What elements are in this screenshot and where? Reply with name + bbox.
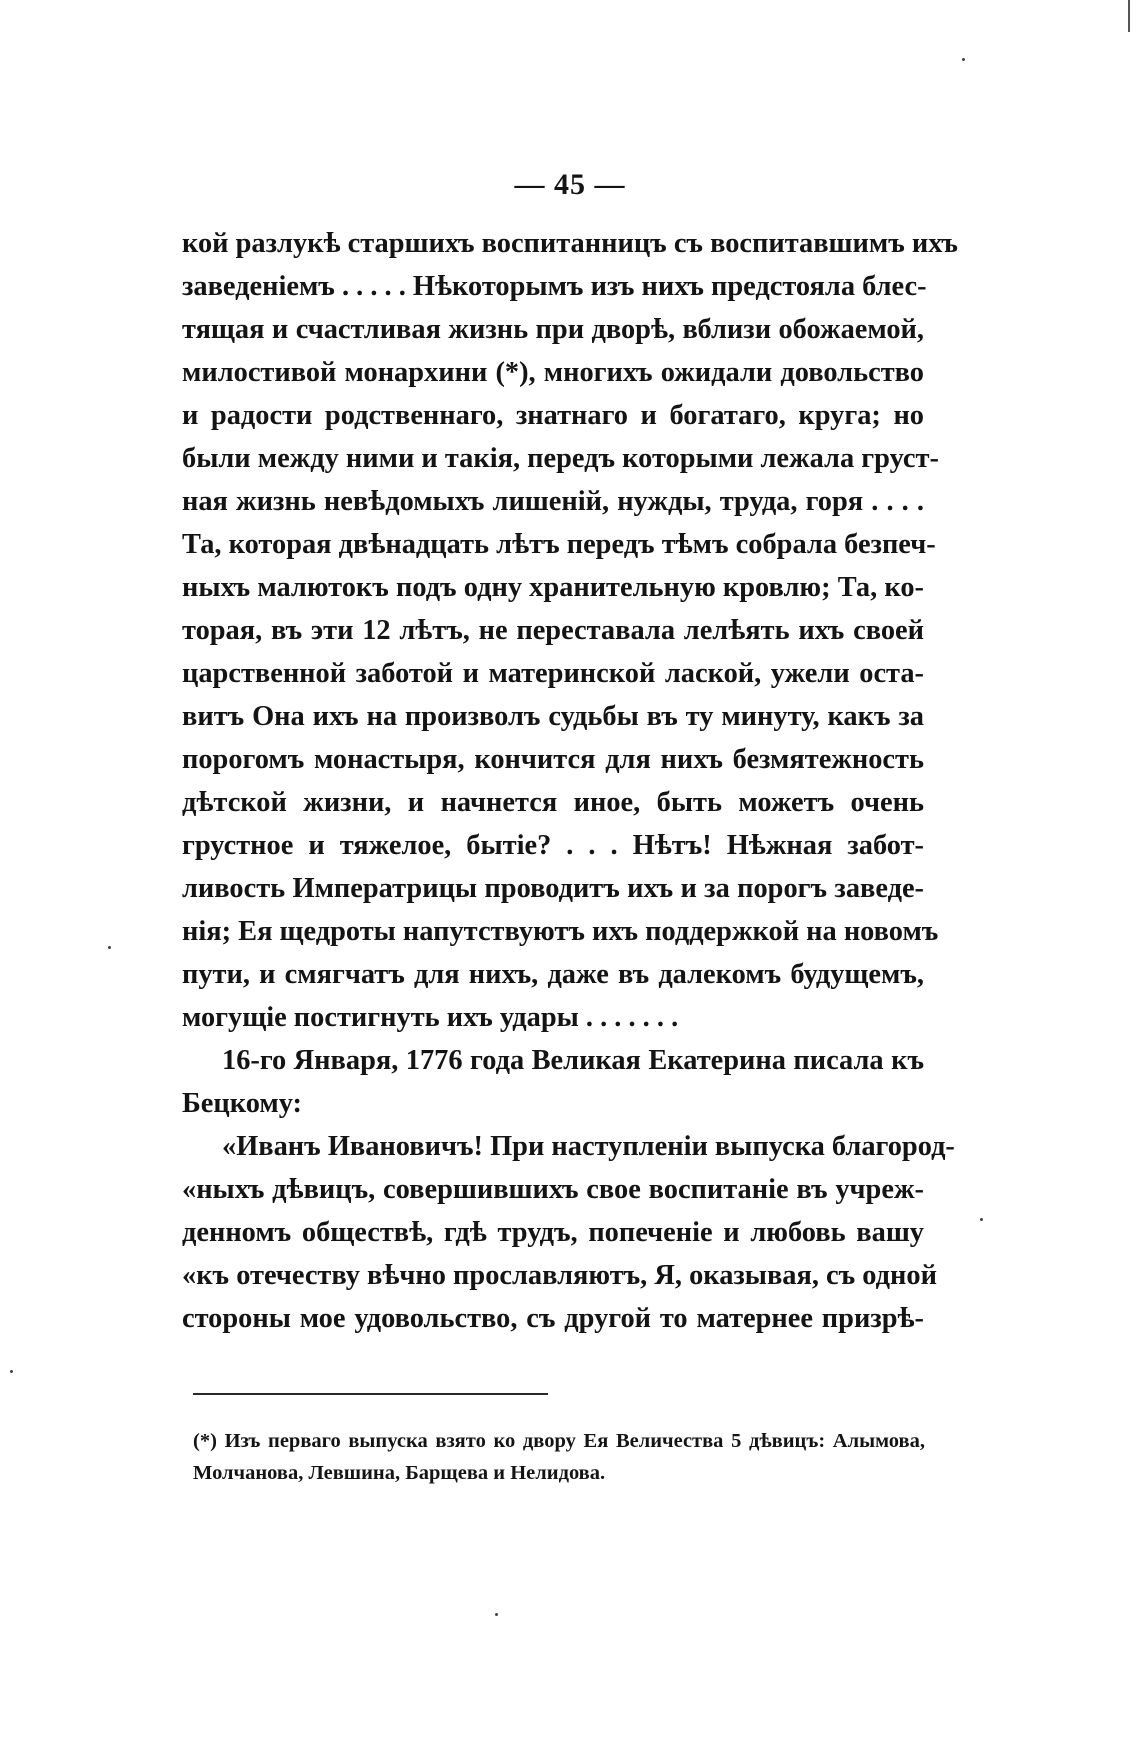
text-line: нія; Ея щедроты напутствуютъ ихъ поддержкой на новомъ (182, 916, 939, 947)
scan-speck (495, 1613, 498, 1616)
text-line: дѣтской жизни, и начнется иное, быть можетъ очень (182, 787, 924, 818)
text-line: кой разлукѣ старшихъ воспитанницъ съ воспитавшимъ ихъ (182, 228, 958, 259)
text-line: грустное и тяжелое, бытіе? . . . Нѣтъ! Нѣжная забот- (182, 830, 924, 861)
scan-speck (10, 1370, 13, 1373)
text-line: могущіе постигнуть ихъ удары . . . . . . . (182, 1002, 679, 1033)
text-line: царственной заботой и материнской лаской, ужели оста- (182, 658, 924, 689)
scan-speck (980, 1218, 983, 1221)
text-line: тящая и счастливая жизнь при дворѣ, вблизи обожаемой, (182, 314, 924, 345)
text-line: и радости родственнаго, знатнаго и богатаго, круга; но (182, 400, 924, 431)
text-line: стороны мое удовольство, съ другой то матернее призрѣ- (182, 1303, 924, 1334)
scan-margin-line (1128, 0, 1130, 32)
body-text (182, 222, 958, 1340)
scan-speck (962, 58, 965, 61)
text-line: пути, и смягчатъ для нихъ, даже въ далекомъ будущемъ, (182, 959, 924, 990)
text-line: Та, которая двѣнадцать лѣтъ передъ тѣмъ собрала безпеч- (182, 529, 936, 560)
text-line: «къ отечеству вѣчно прославляютъ, Я, оказывая, съ одной (182, 1260, 937, 1291)
footnote (193, 1425, 925, 1489)
text-line: торая, въ эти 12 лѣтъ, не переставала лелѣять ихъ своей (182, 615, 924, 646)
text-line: были между ними и такія, передъ которыми лежала груст- (182, 443, 939, 474)
text-line: 16-го Января, 1776 года Великая Екатерина писала къ (222, 1045, 924, 1076)
text-line: «ныхъ дѣвицъ, совершившихъ свое воспитаніе въ учреж- (182, 1174, 924, 1205)
footnote-divider (193, 1393, 548, 1395)
text-line: денномъ обществѣ, гдѣ трудъ, попеченіе и любовь вашу (182, 1217, 924, 1248)
text-line: ливость Императрицы проводитъ ихъ и за порогъ заведе- (182, 873, 924, 904)
text-line: милостивой монархини (*), многихъ ожидали довольство (182, 357, 924, 388)
text-line: витъ Она ихъ на произволъ судьбы въ ту минуту, какъ за (182, 701, 924, 732)
text-line: ныхъ малютокъ подъ одну хранительную кровлю; Та, ко- (182, 572, 924, 603)
text-line: порогомъ монастыря, кончится для нихъ безмятежность (182, 744, 924, 775)
footnote-line: Молчанова, Левшина, Барщева и Нелидова. (193, 1462, 606, 1484)
page-number: — 45 — (514, 168, 626, 201)
text-line: Бецкому: (182, 1088, 302, 1119)
text-line: «Иванъ Ивановичъ! При наступленіи выпуска благород- (222, 1131, 955, 1162)
text-line: ная жизнь невѣдомыхъ лишеній, нужды, труда, горя . . . . (182, 486, 924, 517)
text-line: заведеніемъ . . . . . Нѣкоторымъ изъ нихъ предстояла блес- (182, 271, 927, 302)
scan-speck (108, 946, 111, 949)
footnote-line: (*) Изъ перваго выпуска взято ко двору Ея Величества 5 дѣвицъ: Алымова, (193, 1430, 925, 1452)
